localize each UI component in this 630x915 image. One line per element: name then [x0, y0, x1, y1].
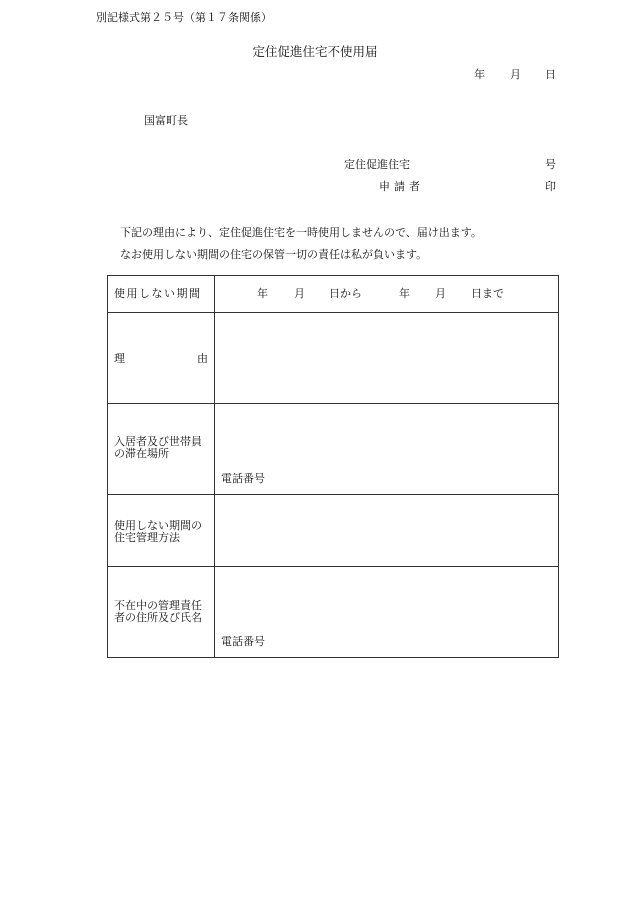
document-title: 定住促進住宅不使用届	[252, 44, 378, 59]
addressee: 国富町長	[144, 114, 188, 127]
row-responsible-person	[108, 567, 559, 658]
period-to-month: 月	[435, 287, 446, 300]
body-text-line-1: 下記の理由により、定住促進住宅を一時使用しませんので、届け出ます。	[120, 226, 482, 239]
responsible-person-value-cell[interactable]	[215, 567, 559, 658]
body-text-line-2: なお使用しない期間の住宅の保管一切の責任は私が負います。	[120, 248, 428, 261]
reason-label-left: 理	[114, 352, 125, 365]
date-year-label: 年	[474, 68, 485, 81]
management-method-label: 使用しない期間の住宅管理方法	[114, 519, 202, 544]
date-day-label: 日	[545, 68, 556, 81]
period-from-month: 月	[294, 287, 305, 300]
reason-value-cell[interactable]	[215, 313, 559, 404]
date-month-label: 月	[510, 68, 521, 81]
responsible-person-label: 不在中の管理責任者の住所及び氏名	[114, 599, 202, 624]
row-reason	[108, 313, 559, 404]
period-label-cell	[108, 276, 215, 313]
form-table	[107, 275, 559, 658]
responsible-person-label-cell	[108, 567, 215, 658]
period-from-year: 年	[257, 287, 268, 300]
period-from-day: 日から	[329, 287, 362, 300]
reason-label-cell	[108, 313, 215, 404]
applicant-label: 申請者	[379, 180, 424, 193]
management-method-label-cell	[108, 495, 215, 567]
responsible-person-phone-label: 電話番号	[221, 635, 265, 648]
row-management-method	[108, 495, 559, 567]
period-to-day: 日まで	[471, 287, 504, 300]
row-stay-location	[108, 404, 559, 495]
stay-location-label-cell	[108, 404, 215, 495]
seal-mark: 印	[545, 180, 556, 193]
stay-location-label: 入居者及び世帯員の滞在場所	[114, 435, 202, 460]
management-method-value-cell[interactable]	[215, 495, 559, 567]
period-value-cell[interactable]	[215, 276, 559, 313]
period-label: 使用しない期間	[114, 287, 202, 300]
house-number-suffix: 号	[545, 158, 556, 171]
stay-location-phone-label: 電話番号	[221, 472, 265, 485]
house-label: 定住促進住宅	[344, 158, 410, 171]
form-number: 別記様式第２５号（第１７条関係）	[96, 11, 272, 24]
reason-label-right: 由	[197, 352, 208, 365]
row-period	[108, 276, 559, 313]
period-to-year: 年	[399, 287, 410, 300]
stay-location-value-cell[interactable]	[215, 404, 559, 495]
